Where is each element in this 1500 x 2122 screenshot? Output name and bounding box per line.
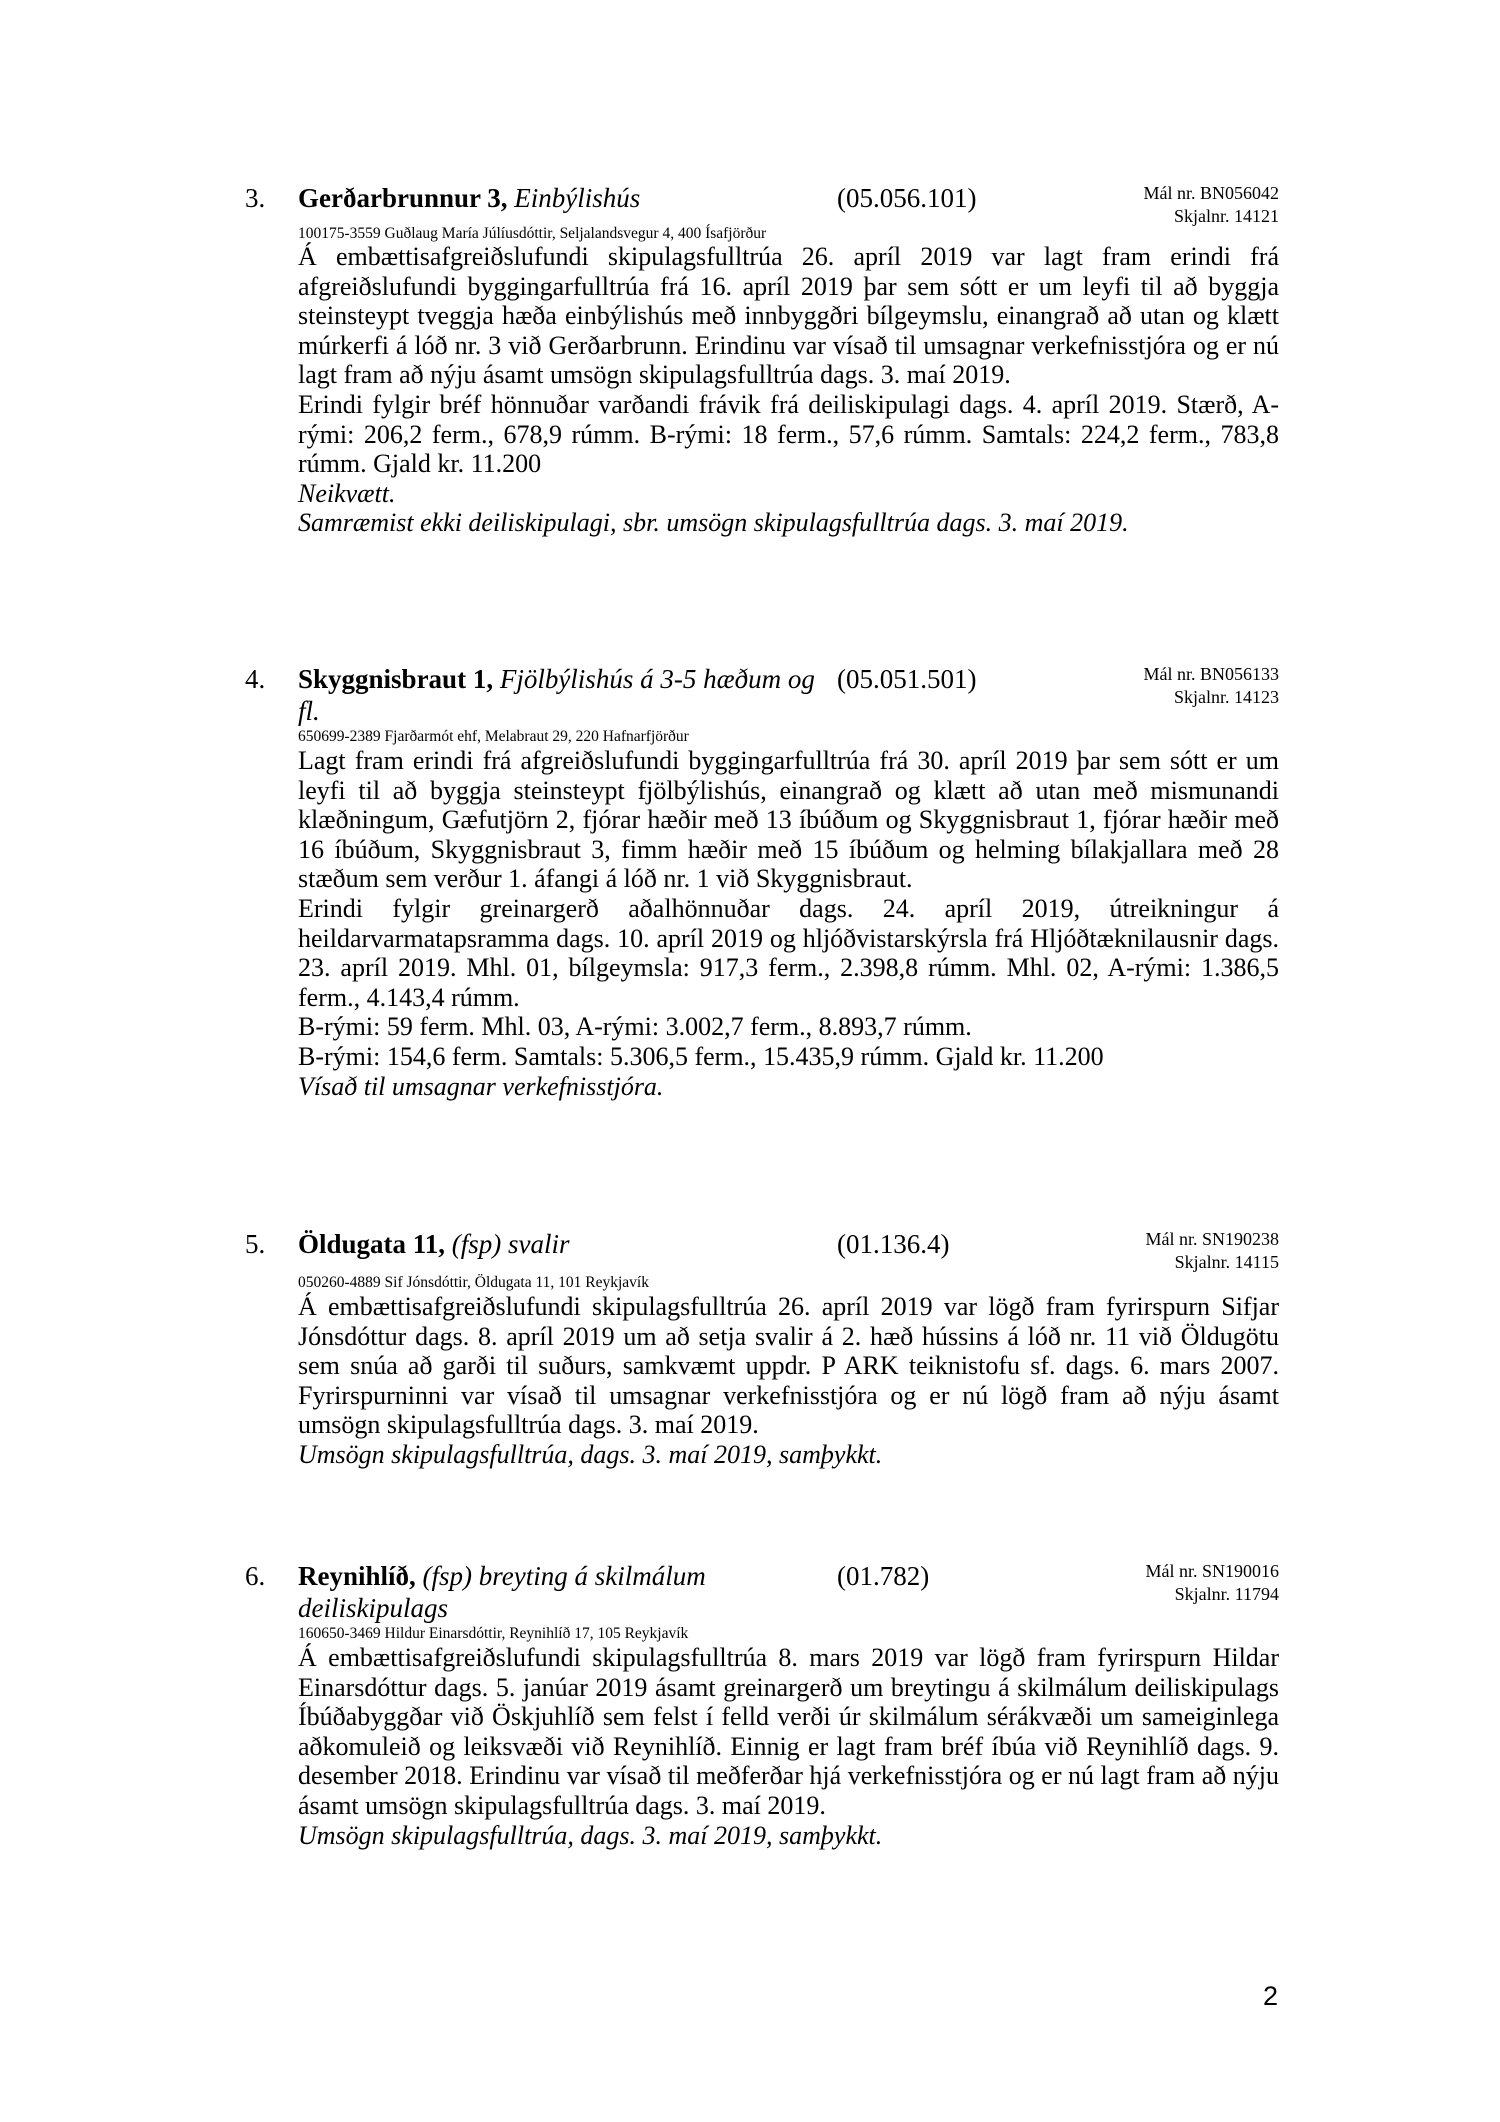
item-address: Öldugata 11, — [298, 1229, 446, 1259]
land-number: (01.782) — [837, 1561, 930, 1591]
item-type: Fjölbýlishús á 3-5 hæðum og fl. — [298, 664, 815, 726]
item-address: Reynihlíð, — [298, 1561, 416, 1591]
item-number: 3. — [245, 183, 266, 213]
mal-nr: Mál nr. BN056042 — [1143, 183, 1279, 203]
land-number: (01.136.4) — [837, 1229, 950, 1259]
skjal-nr: Skjalnr. 14121 — [1173, 206, 1279, 226]
applicant: 650699-2389 Fjarðarmót ehf, Melabraut 29, 220 Hafnarfjörður — [298, 728, 689, 745]
decision: Samræmist ekki deiliskipulagi, sbr. umsögn skipulagsfulltrúa dags. 3. maí 2019. — [298, 508, 1129, 538]
case-reference — [1145, 1560, 1279, 1606]
paragraph: Á embættisafgreiðslufundi skipulagsfulltrúa 8. mars 2019 var lögð fram fyrirspurn Hildar Einarsdóttur dags. 5. janúar 2019 ásamt greinargerð um breytingu á skilmálum deiliskipulags Íbúðabyggðar við Öskjuhlíð sem felst í felld verði úr skilmálum sérákvæði um sameiginlega aðkomuleið og leiksvæði við Reynihlíð. Einnig er lagt fram bréf íbúa við Reynihlíð dags. 9. desember 2018. Erindinu var vísað til meðferðar hjá verkefnisstjóra og er nú lagt fram að nýju ásamt umsögn skipulagsfulltrúa dags. 3. maí 2019. — [298, 1643, 1279, 1820]
mal-nr: Mál nr. SN190016 — [1145, 1561, 1279, 1581]
decision: Umsögn skipulagsfulltrúa, dags. 3. maí 2019, samþykkt. — [298, 1820, 883, 1850]
skjal-nr: Skjalnr. 11794 — [1174, 1584, 1279, 1604]
item-type: (fsp) svalir — [451, 1229, 570, 1259]
mal-nr: Mál nr. SN190238 — [1145, 1229, 1279, 1249]
item-body — [298, 1643, 1279, 1850]
paragraph: Erindi fylgir bréf hönnuðar varðandi frávik frá deiliskipulagi dags. 4. apríl 2019. Stærð, A-rými: 206,2 ferm., 678,9 rúmm. B-rými: 18 ferm., 57,6 rúmm. Samtals: 224,2 ferm., 783,8 rúmm. Gjald kr. 11.200 — [298, 389, 1279, 479]
item-number: 4. — [245, 664, 266, 694]
case-reference — [1145, 1228, 1279, 1274]
applicant: 050260-4889 Sif Jónsdóttir, Öldugata 11, 101 Reykjavík — [298, 1274, 649, 1291]
item-body — [298, 242, 1279, 538]
item-body — [298, 1292, 1279, 1470]
paragraph: Lagt fram erindi frá afgreiðslufundi byggingarfulltrúa frá 30. apríl 2019 þar sem sótt er um leyfi til að byggja steinsteypt fjölbýlishús, einangrað og klætt að utan með mismunandi klæðningum, Gæfutjörn 2, fjórar hæðir með 13 íbúðum og Skyggnisbraut 1, fjórar hæðir með 16 íbúðum, Skyggnisbraut 3, fimm hæðir með 15 íbúðum og helming bílakjallara með 28 stæðum sem verður 1. áfangi á lóð nr. 1 við Skyggnisbraut. — [298, 746, 1279, 894]
paragraph: B-rými: 154,6 ferm. Samtals: 5.306,5 ferm., 15.435,9 rúmm. Gjald kr. 11.200 — [298, 1041, 1104, 1071]
skjal-nr: Skjalnr. 14115 — [1174, 1252, 1279, 1272]
item-body — [298, 746, 1279, 1101]
mal-nr: Mál nr. BN056133 — [1143, 664, 1279, 684]
decision: Umsögn skipulagsfulltrúa, dags. 3. maí 2019, samþykkt. — [298, 1439, 883, 1469]
decision: Neikvætt. — [298, 478, 396, 508]
case-reference — [1143, 182, 1279, 228]
item-type: Einbýlishús — [514, 183, 641, 213]
item-type: (fsp) breyting á skilmálum deiliskipulags — [298, 1561, 706, 1623]
item-address: Skyggnisbraut 1, — [298, 664, 494, 694]
item-heading — [298, 1560, 768, 1624]
paragraph: B-rými: 59 ferm. Mhl. 03, A-rými: 3.002,7 ferm., 8.893,7 rúmm. — [298, 1012, 972, 1042]
paragraph: Á embættisafgreiðslufundi skipulagsfulltrúa 26. apríl 2019 var lagt fram erindi frá afgreiðslufundi byggingarfulltrúa frá 16. apríl 2019 þar sem sótt er um leyfi til að byggja steinsteypt tveggja hæða einbýlishús með innbyggðri bílgeymslu, einangrað að utan og klætt múrkerfi á lóð nr. 3 við Gerðarbrunn. Erindinu var vísað til umsagnar verkefnisstjóra og er nú lagt fram að nýju ásamt umsögn skipulagsfulltrúa dags. 3. maí 2019. — [298, 242, 1279, 390]
applicant: 160650-3469 Hildur Einarsdóttir, Reynihlíð 17, 105 Reykjavík — [298, 1625, 689, 1642]
item-number: 6. — [245, 1561, 266, 1591]
paragraph: Erindi fylgir greinargerð aðalhönnuðar dags. 24. apríl 2019, útreikningur á heildarvarmatapsramma dags. 10. apríl 2019 og hljóðvistarskýrsla frá Hljóðtæknilausnir dags. 23. apríl 2019. Mhl. 01, bílgeymsla: 917,3 ferm., 2.398,8 rúmm. Mhl. 02, A-rými: 1.386,5 ferm., 4.143,4 rúmm. — [298, 893, 1279, 1012]
land-number: (05.056.101) — [837, 183, 977, 213]
item-number: 5. — [245, 1229, 266, 1259]
land-number: (05.051.501) — [837, 664, 977, 694]
skjal-nr: Skjalnr. 14123 — [1173, 687, 1279, 707]
item-heading — [298, 1228, 818, 1260]
paragraph: Á embættisafgreiðslufundi skipulagsfulltrúa 26. apríl 2019 var lögð fram fyrirspurn Sifjar Jónsdóttur dags. 8. apríl 2019 um að setja svalir á 2. hæð hússins á lóð nr. 11 við Öldugötu sem snúa að garði til suðurs, samkvæmt uppdr. P ARK teiknistofu sf. dags. 6. mars 2007. Fyrirspurninni var vísað til umsagnar verkefnisstjóra og er nú lögð fram að nýju ásamt umsögn skipulagsfulltrúa dags. 3. maí 2019. — [298, 1292, 1279, 1440]
case-reference — [1143, 663, 1279, 709]
item-address: Gerðarbrunnur 3, — [298, 183, 508, 213]
item-heading — [298, 663, 818, 727]
item-heading — [298, 182, 818, 214]
decision: Vísað til umsagnar verkefnisstjóra. — [298, 1071, 664, 1101]
page-number: 2 — [1263, 1981, 1279, 2011]
applicant: 100175-3559 Guðlaug María Júlíusdóttir, Seljalandsvegur 4, 400 Ísafjörður — [298, 225, 767, 242]
